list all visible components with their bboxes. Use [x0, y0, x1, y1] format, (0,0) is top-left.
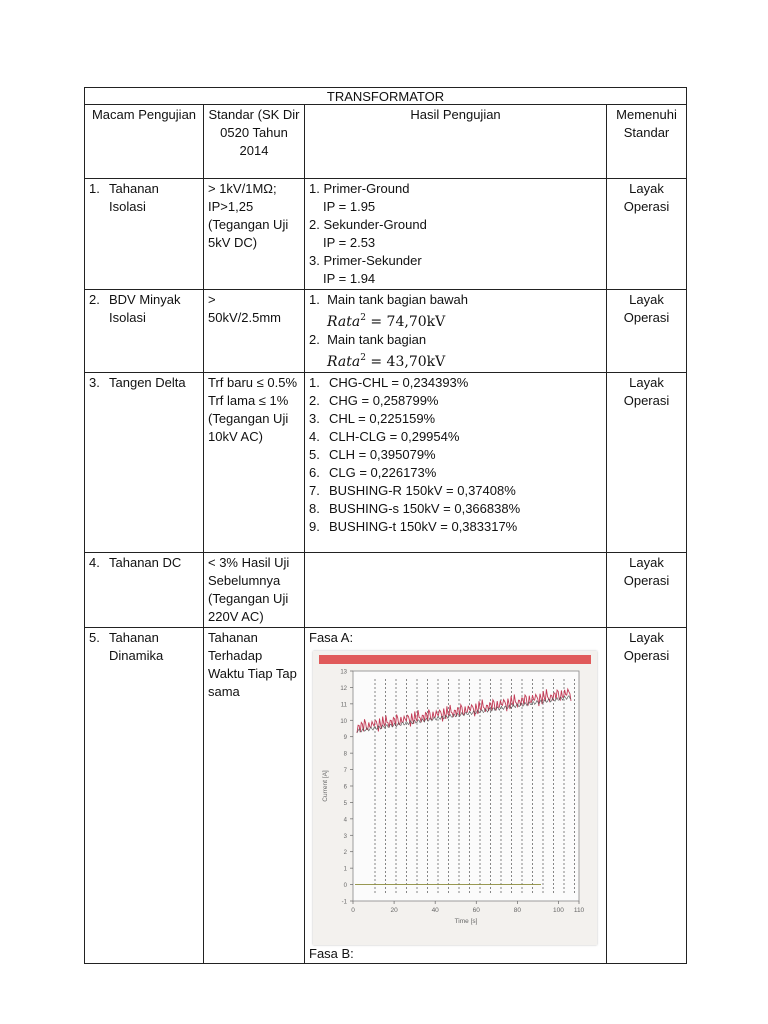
y-tick-label: 2: [343, 850, 347, 857]
list-item: 4. CLH-CLG = 0,29954%: [309, 429, 460, 444]
list-item: 6. CLG = 0,226173%: [309, 465, 437, 480]
y-tick-label: 7: [343, 768, 347, 775]
status-cell: Layak Operasi: [607, 179, 687, 290]
x-tick-label: 60: [472, 907, 480, 914]
status-cell: Layak Operasi: [607, 290, 687, 373]
y-tick-label: 13: [340, 669, 347, 676]
result-label: Primer-Sekunder: [323, 253, 422, 268]
x-tick-label: 20: [390, 907, 398, 914]
list-item: 8. BUSHING-s 150kV = 0,366838%: [309, 501, 521, 516]
header-standard: Standar (SK Dir 0520 Tahun 2014: [204, 105, 305, 179]
y-tick-label: 11: [340, 702, 347, 709]
result-number: 3.: [309, 253, 320, 268]
y-tick-label: 6: [343, 784, 347, 791]
row-number: 1.: [89, 181, 100, 196]
result-number: 2.: [309, 217, 320, 232]
y-tick-label: 1: [343, 866, 347, 873]
test-name: BDV Minyak Isolasi: [109, 292, 181, 325]
list-item: 9. BUSHING-t 150kV = 0,383317%: [309, 519, 518, 534]
standard-operator: >: [208, 292, 216, 307]
header-test-type: Macam Pengujian: [85, 105, 204, 179]
y-tick-label: 3: [343, 833, 347, 840]
result-cell: [305, 373, 607, 553]
result-cell: [305, 179, 607, 290]
table-row: [85, 553, 687, 628]
test-name-cell: [85, 179, 204, 290]
table-title: TRANSFORMATOR: [85, 88, 687, 105]
test-name: Tangen Delta: [109, 375, 186, 390]
y-tick-label: 10: [340, 718, 347, 725]
header-compliance: Memenuhi Standar: [607, 105, 687, 179]
row-number: 2.: [89, 292, 100, 307]
fasa-a-label: Fasa A:: [309, 630, 354, 645]
x-axis-label: Time [s]: [454, 918, 478, 925]
result-value: IP = 1.95: [323, 199, 376, 214]
row-number: 5.: [89, 630, 100, 645]
y-tick-label: 5: [343, 800, 347, 807]
standard-cell: [204, 290, 305, 373]
standard-value: 50kV/2.5mm: [208, 310, 281, 325]
y-tick-label: -1: [341, 899, 347, 906]
table-row: [85, 290, 687, 373]
list-item: 5. CLH = 0,395079%: [309, 447, 436, 462]
test-name: Tahanan Dinamika: [109, 630, 164, 663]
table-row: [85, 373, 687, 553]
x-tick-label: 80: [513, 907, 521, 914]
table-row: [85, 179, 687, 290]
result-label: Main tank bagian: [327, 332, 427, 347]
result-cell: [305, 553, 607, 628]
result-value: IP = 2.53: [323, 235, 376, 250]
y-tick-label: 12: [340, 685, 347, 692]
row-number: 4.: [89, 555, 100, 570]
transformer-test-table: [84, 87, 687, 964]
standard-cell: Tahanan Terhadap Waktu Tiap Tap sama: [204, 628, 305, 964]
test-name-cell: [85, 373, 204, 553]
test-name-cell: [85, 290, 204, 373]
result-value: IP = 1.94: [323, 271, 376, 286]
fasa-b-label: Fasa B:: [309, 946, 354, 961]
list-item: 1. CHG-CHL = 0,234393%: [309, 375, 469, 390]
result-label: Sekunder-Ground: [323, 217, 427, 232]
row-number: 3.: [89, 375, 100, 390]
x-tick-label: 110: [573, 907, 585, 914]
result-number: 1.: [309, 292, 320, 307]
list-item: 2. CHG = 0,258799%: [309, 393, 439, 408]
status-cell: Layak Operasi: [607, 628, 687, 964]
plot-area: [353, 671, 579, 901]
y-tick-label: 8: [343, 751, 347, 758]
chart-header-bar: [319, 655, 591, 664]
table-row: [85, 628, 687, 964]
x-tick-label: 0: [351, 907, 355, 914]
status-cell: Layak Operasi: [607, 373, 687, 553]
header-result: Hasil Pengujian: [305, 105, 607, 179]
x-tick-label: 100: [553, 907, 564, 914]
y-tick-label: 0: [343, 883, 347, 890]
result-cell: [305, 628, 607, 964]
dynamic-resistance-chart: [313, 651, 597, 945]
standard-cell: > 1kV/1MΩ; IP>1,25 (Tegangan Uji 5kV DC): [204, 179, 305, 290]
y-tick-label: 4: [343, 817, 347, 824]
standard-cell: < 3% Hasil Uji Sebelumnya (Tegangan Uji 220V AC): [204, 553, 305, 628]
test-name-cell: [85, 553, 204, 628]
result-number: 1.: [309, 181, 320, 196]
test-name: Tahanan Isolasi: [109, 181, 159, 214]
result-formula: Rata$^2$ = 74,70kV: [327, 313, 446, 330]
list-item: 7. BUSHING-R 150kV = 0,37408%: [309, 483, 516, 498]
dynamic-resistance-chart-image: [313, 651, 597, 945]
y-axis-label: Current [A]: [322, 770, 329, 802]
result-cell: [305, 290, 607, 373]
list-item: 3. CHL = 0,225159%: [309, 411, 436, 426]
y-tick-label: 9: [343, 735, 347, 742]
result-number: 2.: [309, 332, 320, 347]
result-formula: Rata$^2$ = 43,70kV: [327, 353, 446, 370]
test-name-cell: [85, 628, 204, 964]
result-label: Main tank bagian bawah: [327, 292, 469, 307]
status-cell: Layak Operasi: [607, 553, 687, 628]
x-tick-label: 40: [431, 907, 439, 914]
standard-cell: Trf baru ≤ 0.5% Trf lama ≤ 1% (Tegangan Uji 10kV AC): [204, 373, 305, 553]
test-name: Tahanan DC: [109, 555, 182, 570]
result-label: Primer-Ground: [323, 181, 410, 196]
